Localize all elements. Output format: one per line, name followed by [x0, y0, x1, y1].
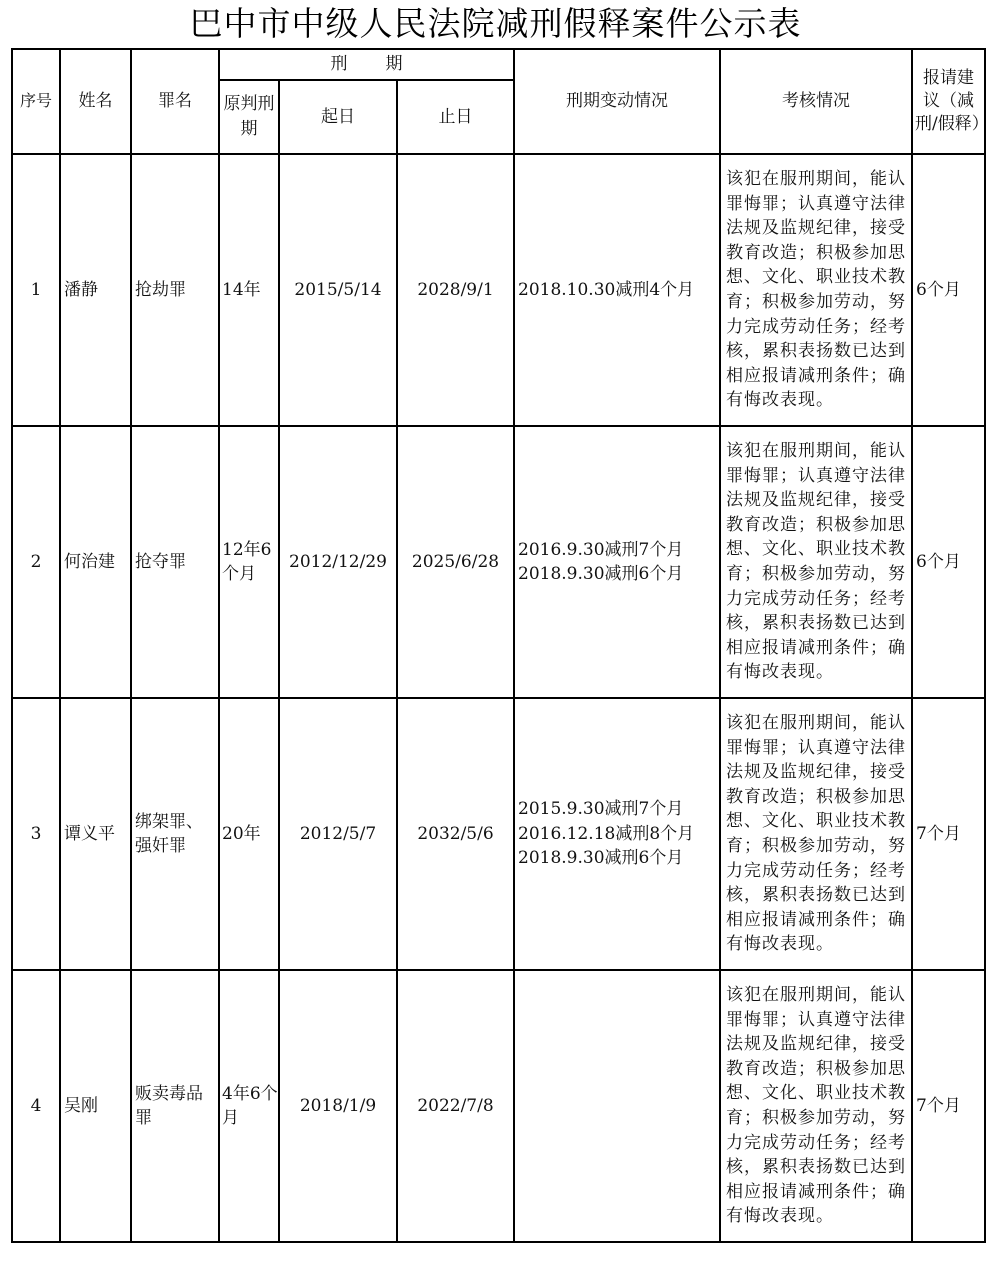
table-row — [12, 698, 985, 970]
cell-crime: 抢夺罪 — [131, 426, 219, 698]
cell-crime: 绑架罪、强奸罪 — [131, 698, 219, 970]
cell-index: 1 — [12, 154, 60, 426]
header-original-term: 原判刑期 — [219, 80, 279, 154]
cell-name: 吴刚 — [60, 970, 131, 1242]
cell-term-changes — [514, 698, 720, 970]
cell-assessment: 该犯在服刑期间，能认罪悔罪；认真遵守法律法规及监规纪律，接受教育改造；积极参加思想、文化、职业技术教育；积极参加劳动，努力完成劳动任务；经考核，累积表扬数已达到相应报请减刑条件；确有悔改表现。 — [720, 154, 912, 426]
cell-index: 3 — [12, 698, 60, 970]
term-change-entry: 2018.10.30减刑4个月 — [518, 279, 695, 300]
table-row — [12, 154, 985, 426]
cell-assessment: 该犯在服刑期间，能认罪悔罪；认真遵守法律法规及监规纪律，接受教育改造；积极参加思想、文化、职业技术教育；积极参加劳动，努力完成劳动任务；经考核，累积表扬数已达到相应报请减刑条件；确有悔改表现。 — [720, 698, 912, 970]
cell-recommendation: 7个月 — [912, 698, 985, 970]
header-end-date: 止日 — [397, 80, 514, 154]
cell-term-changes — [514, 154, 720, 426]
cell-crime: 贩卖毒品罪 — [131, 970, 219, 1242]
cell-term-changes — [514, 970, 720, 1242]
header-term-changes: 刑期变动情况 — [514, 49, 720, 154]
cell-original-term: 4年6个月 — [219, 970, 279, 1242]
page-title: 巴中市中级人民法院减刑假释案件公示表 — [189, 4, 802, 43]
header-term-group — [219, 49, 514, 80]
cell-recommendation: 7个月 — [912, 970, 985, 1242]
cell-original-term: 12年6个月 — [219, 426, 279, 698]
cell-original-term: 14年 — [219, 154, 279, 426]
header-name: 姓名 — [60, 49, 131, 154]
term-change-entry: 2015.9.30减刑7个月 — [518, 799, 684, 820]
table-row — [12, 426, 985, 698]
cell-recommendation: 6个月 — [912, 154, 985, 426]
cell-index: 4 — [12, 970, 60, 1242]
cell-assessment: 该犯在服刑期间，能认罪悔罪；认真遵守法律法规及监规纪律，接受教育改造；积极参加思想、文化、职业技术教育；积极参加劳动，努力完成劳动任务；经考核，累积表扬数已达到相应报请减刑条件；确有悔改表现。 — [720, 426, 912, 698]
header-recommendation: 报请建议（减刑/假释） — [912, 49, 985, 154]
cell-start-date: 2012/5/7 — [279, 698, 397, 970]
case-table — [11, 48, 989, 1243]
cell-end-date: 2028/9/1 — [397, 154, 514, 426]
header-index: 序号 — [12, 49, 60, 154]
header-term-group-label: 刑期 — [330, 54, 441, 75]
term-change-entry: 2018.9.30减刑6个月 — [518, 848, 684, 869]
header-crime: 罪名 — [131, 49, 219, 154]
term-change-entry: 2018.9.30减刑6个月 — [518, 564, 684, 584]
term-change-entry: 2016.12.18减刑8个月 — [518, 823, 695, 844]
header-start-date: 起日 — [279, 80, 397, 154]
cell-start-date: 2015/5/14 — [279, 154, 397, 426]
cell-end-date: 2032/5/6 — [397, 698, 514, 970]
cell-original-term: 20年 — [219, 698, 279, 970]
cell-start-date: 2012/12/29 — [279, 426, 397, 698]
cell-end-date: 2022/7/8 — [397, 970, 514, 1242]
cell-end-date: 2025/6/28 — [397, 426, 514, 698]
cell-name: 谭义平 — [60, 698, 131, 970]
cell-crime: 抢劫罪 — [131, 154, 219, 426]
term-change-entry: 2016.9.30减刑7个月 — [518, 539, 684, 560]
cell-start-date: 2018/1/9 — [279, 970, 397, 1242]
header-assessment: 考核情况 — [720, 49, 912, 154]
cell-term-changes — [514, 426, 720, 698]
cell-name: 何治建 — [60, 426, 131, 698]
cell-assessment: 该犯在服刑期间，能认罪悔罪；认真遵守法律法规及监规纪律，接受教育改造；积极参加思想、文化、职业技术教育；积极参加劳动，努力完成劳动任务；经考核，累积表扬数已达到相应报请减刑条件；确有悔改表现。 — [720, 970, 912, 1242]
cell-index: 2 — [12, 426, 60, 698]
table-row — [12, 970, 985, 1242]
cell-recommendation: 6个月 — [912, 426, 985, 698]
cell-name: 潘静 — [60, 154, 131, 426]
